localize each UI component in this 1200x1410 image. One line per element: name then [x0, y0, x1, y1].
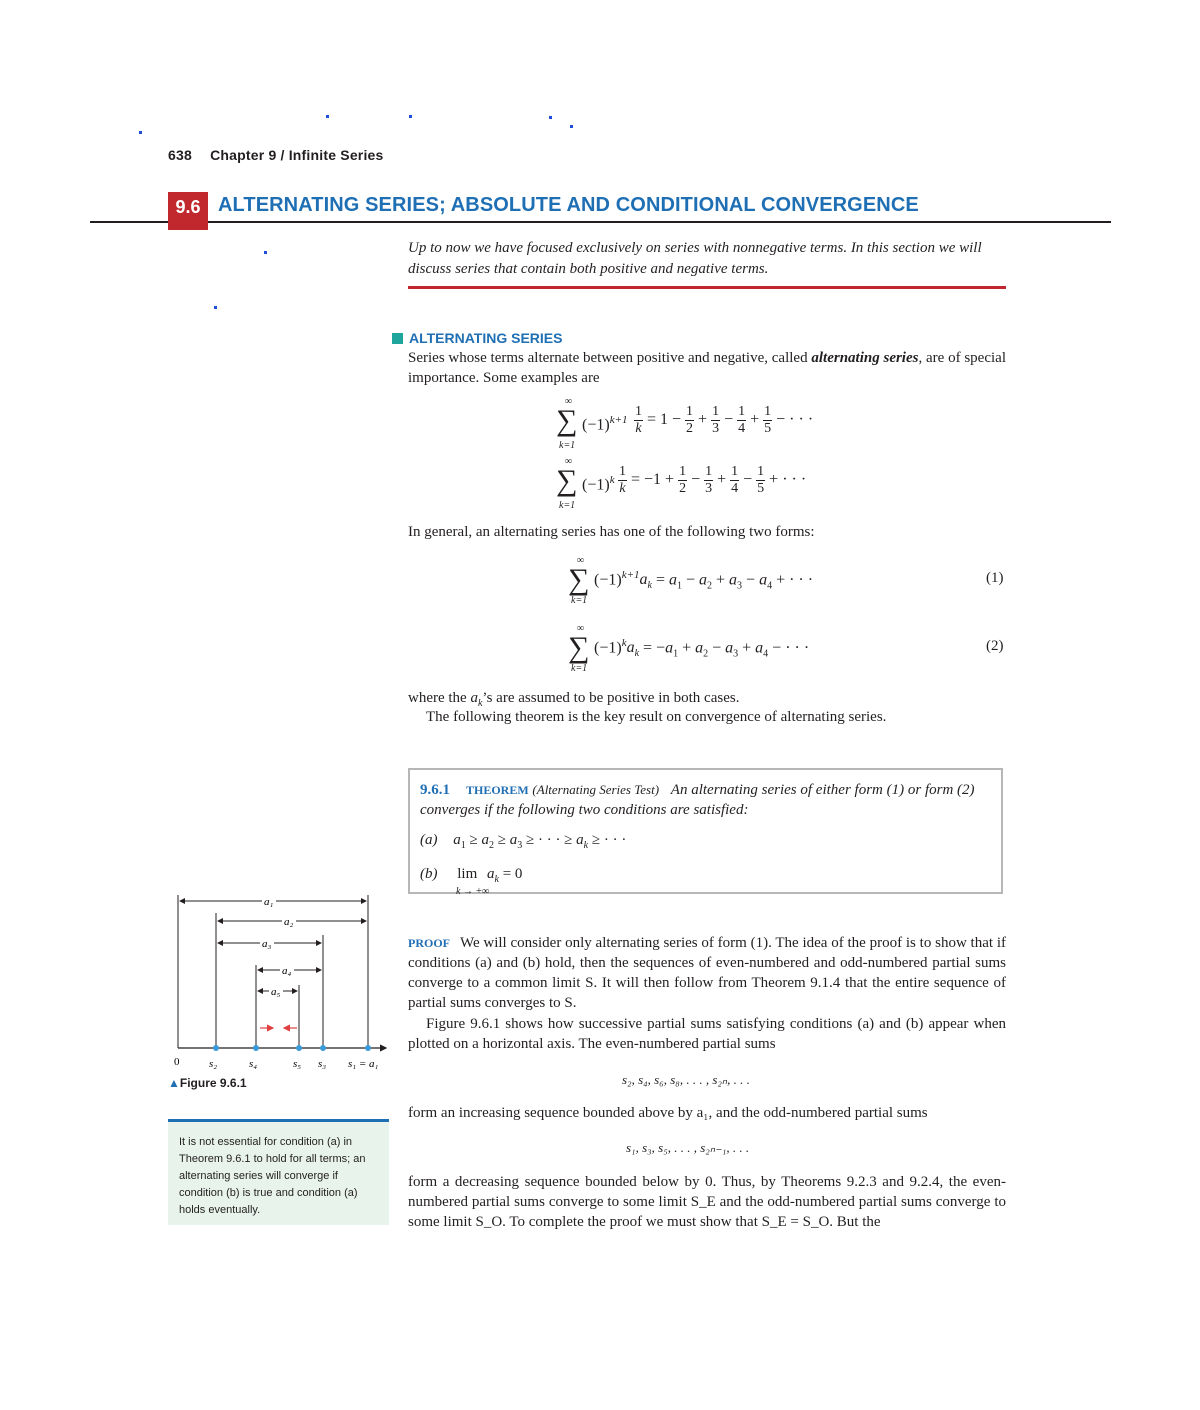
axis-label-s1: s₁ = a₁ [348, 1058, 379, 1070]
figure-9-6-1 [160, 885, 400, 1075]
axis-label-s4: s₄ [249, 1058, 258, 1070]
axis-label-0: 0 [174, 1056, 180, 1068]
subsection-title: ALTERNATING SERIES [409, 330, 563, 346]
theorem-condition-b: (b) $\lim a_k = 0$ k → +∞ [420, 866, 523, 897]
section-intro: Up to now we have focused exclusively on series with nonnegative terms. In this section we will discuss series that contain both positive and negative terms. [408, 240, 982, 277]
equation-number-1: (1) [986, 570, 1004, 586]
running-head [168, 147, 384, 163]
para3-post: ’s are assumed to be positive in both cases. [482, 690, 740, 706]
section-rule [90, 221, 1111, 223]
scan-dot [549, 116, 552, 119]
a2-label: a₂ [284, 916, 294, 928]
point-s4 [253, 1045, 259, 1051]
example-series-2: ∞ ∑ k=1 $(-1)^k$ $\frac{1}{k}$ = −1 + $\frac{1}{2}$ − $\frac{1}{3}$ + $\frac{1}{4}$ − $\frac{1}{5}$ + · · · [556, 456, 807, 511]
triangle-icon: ▲ [168, 1076, 180, 1090]
theorem-label: THEOREM [466, 783, 529, 797]
axis-label-s2: s₂ [209, 1058, 218, 1070]
scan-dot [326, 115, 329, 118]
para3-pre: where the [408, 690, 471, 706]
heading-square-icon [392, 333, 403, 344]
scan-dot [409, 115, 412, 118]
section-number: 9.6 [168, 192, 208, 230]
example-series-1: ∞ ∑ k=1 $(-1)^{k+1}$ $\frac{1}{k}$ = 1 − $\frac{1}{2}$ + $\frac{1}{3}$ − $\frac{1}{4}$ + $\frac{1}{5}$ − · · · [556, 396, 814, 451]
proof-paragraph-4: form a decreasing sequence bounded below by 0. Thus, by Theorems 9.2.3 and 9.2.4, the even-numbered partial sums converge to some limit S_E and the odd-numbered partial sums converge to some limit S_O. To complete the proof we must show that S_E = S_O. But the [408, 1174, 1006, 1230]
point-s3 [320, 1045, 326, 1051]
theorem-number: 9.6.1 [420, 782, 450, 798]
margin-note: It is not essential for condition (a) in Theorem 9.6.1 to hold for all terms; an alternating series will converge if condition (b) is true and condition (a) holds eventually. [168, 1119, 389, 1225]
point-s1 [365, 1045, 371, 1051]
proof-paragraph-1 [408, 933, 1006, 1013]
cond-a-label: (a) [420, 832, 438, 848]
figure-caption [168, 1076, 247, 1090]
theorem-box [408, 768, 1003, 897]
odd-partial-sums: s₁, s₃, s₅, . . . , s₂ₙ₋₁, . . . [626, 1140, 750, 1155]
theorem-name: (Alternating Series Test) [532, 782, 660, 797]
general-form-1: ∞ ∑ k=1 $(-1)^{k+1}a_k = a_1 - a_2 + a_3 - a_4$ + · · · [568, 555, 814, 606]
a1-label: a₁ [264, 896, 274, 908]
theorem-content [420, 780, 998, 897]
point-s5 [296, 1045, 302, 1051]
general-form-2: ∞ ∑ k=1 $(-1)^ka_k = -a_1 + a_2 - a_3 + a_4$ − · · · [568, 623, 810, 674]
equation-number-2: (2) [986, 638, 1004, 654]
theorem-statement: An alternating series of either form (1) or form (2) converges if the following two conditions are satisfied: [420, 782, 975, 818]
paragraph-1 [408, 348, 1006, 388]
paragraph-4: The following theorem is the key result on convergence of alternating series. [426, 709, 887, 725]
para1-term: alternating series [811, 350, 919, 366]
scan-dot [214, 306, 217, 309]
proof-paragraph-3: form an increasing sequence bounded above by a₁, and the odd-numbered partial sums [408, 1105, 928, 1121]
chapter-title: Chapter 9 / Infinite Series [210, 147, 384, 163]
axis-label-s5: s₅ [293, 1058, 302, 1070]
scan-dot [139, 131, 142, 134]
subsection-heading [392, 330, 563, 346]
page-number: 638 [168, 147, 192, 163]
even-partial-sums: s₂, s₄, s₆, s₈, . . . , s₂ₙ, . . . [622, 1072, 750, 1087]
a5-label: a₅ [271, 986, 281, 998]
proof-label: PROOF [408, 936, 450, 950]
theorem-condition-a: (a) $a_1 \ge a_2 \ge a_3$ ≥ · · · ≥ $a_k$ ≥ · · · [420, 832, 627, 851]
scan-dot [570, 125, 573, 128]
point-s2 [213, 1045, 219, 1051]
a4-label: a₄ [282, 965, 292, 977]
scan-dot [264, 251, 267, 254]
paragraph-2: In general, an alternating series has one of the following two forms: [408, 524, 815, 540]
para1-pre: Series whose terms alternate between positive and negative, called [408, 350, 812, 366]
proof-paragraph-2: Figure 9.6.1 shows how successive partial sums satisfying conditions (a) and (b) appear when plotted on a horizontal axis. The even-numbered partial sums [408, 1016, 1006, 1052]
para1-post: , are of special importance. Some examples are [408, 350, 1006, 386]
proof-text-1: We will consider only alternating series of form (1). The idea of the proof is to show that if conditions (a) and (b) hold, then the sequences of even-numbered and odd-numbered partial sums converge to a common limit S. It will then follow from Theorem 9.1.4 that the entire sequence of partial sums converges to S. [408, 935, 1006, 1011]
cond-b-label: (b) [420, 866, 438, 882]
section-title: ALTERNATING SERIES; ABSOLUTE AND CONDITIONAL CONVERGENCE [218, 194, 919, 216]
paragraph-3: where the $a_k’s$ are assumed to be positive in both cases. [408, 690, 740, 709]
axis-label-s3: s₃ [318, 1058, 327, 1070]
figure-caption-text: Figure 9.6.1 [179, 1076, 247, 1090]
intro-rule [408, 286, 1006, 289]
a3-label: a₃ [262, 938, 272, 950]
